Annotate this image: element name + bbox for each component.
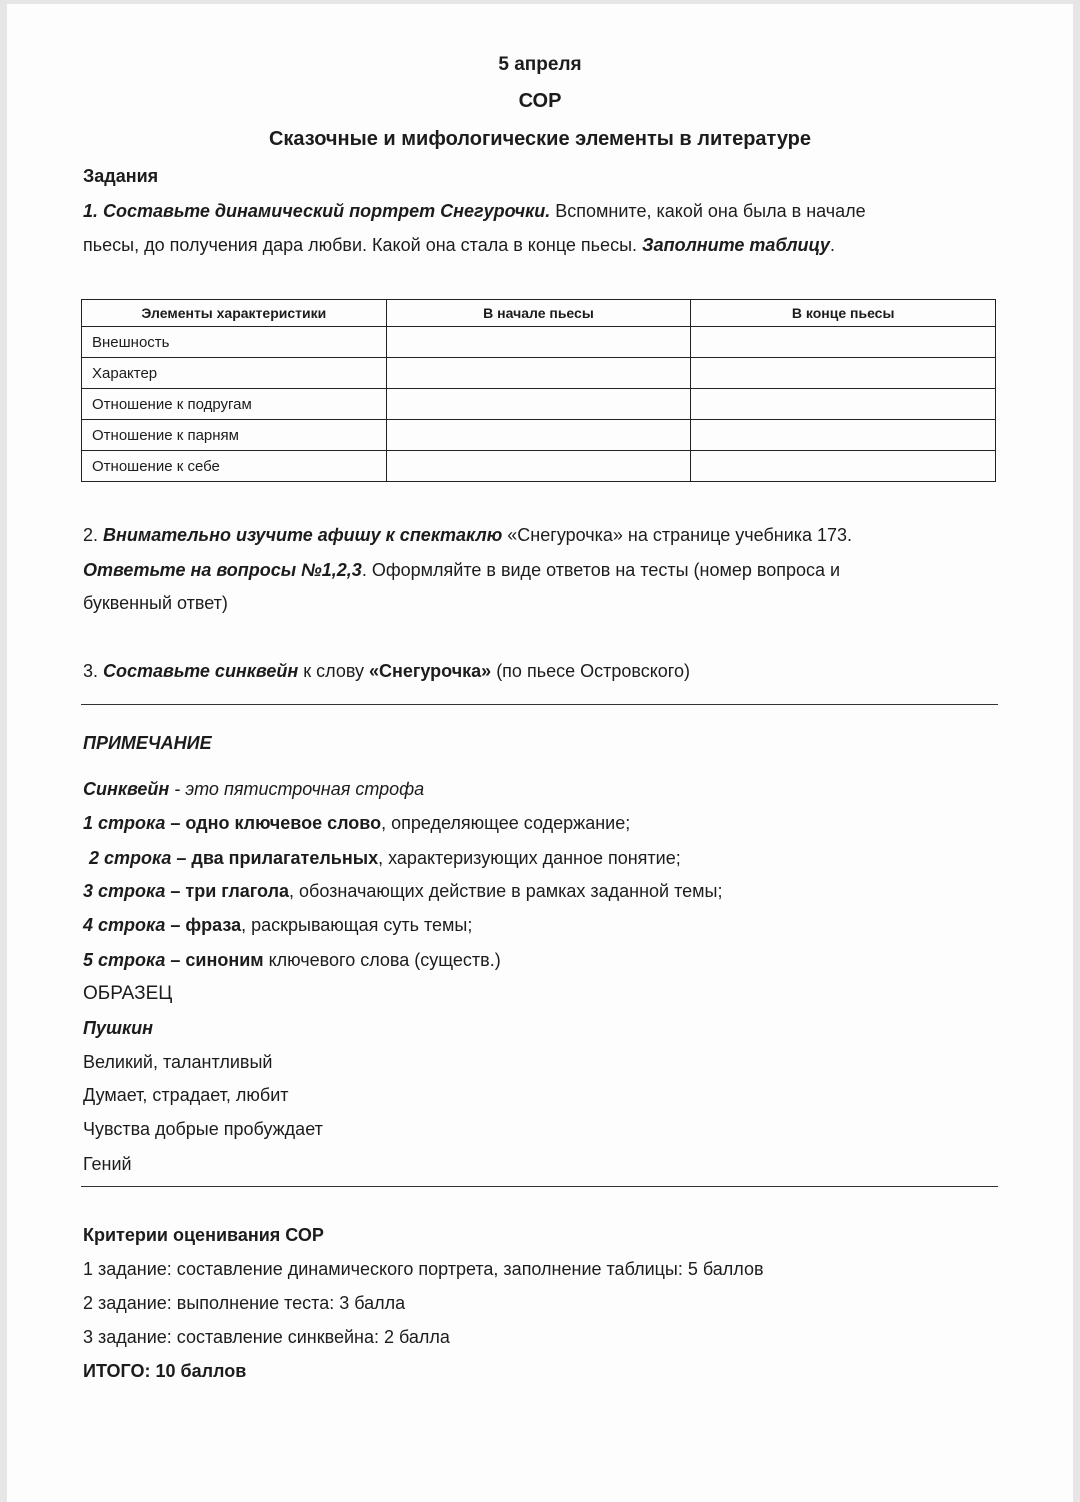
note-line-bold: фраза [185,915,242,935]
criteria-item: 2 задание: выполнение теста: 3 балла [83,1293,406,1313]
assessment-type: СОР [518,90,562,112]
note-line-text: ключевого слова (существ.) [263,950,501,970]
task2-text1: «Снегурочка» на странице учебника 173. [502,525,853,545]
task3-num: 3. [83,661,104,681]
divider [81,1186,998,1187]
note-line-bold: три глагола [185,881,290,901]
note-line-label: 4 строка [83,915,166,935]
note-line-dash: – [165,881,186,901]
task3-bold2: «Снегурочка» [369,661,492,681]
note-line-1 [83,813,630,834]
task1-lead: 1. Составьте динамический портрет Снегурочки. [83,201,551,221]
table-header-cell: В начале пьесы [386,300,691,327]
table-row [82,389,996,420]
criteria-item: 3 задание: составление синквейна: 2 балла [83,1327,450,1347]
task2-bold1: Внимательно изучите афишу к спектаклю [103,525,503,545]
criteria-total: ИТОГО: 10 баллов [83,1361,247,1381]
table-row [82,451,996,482]
task3-bold1: Составьте синквейн [103,661,299,681]
table-header-row [82,300,996,327]
table-cell [386,420,691,451]
table-cell: Внешность [82,327,387,358]
task3-line [83,661,690,682]
note-line-text: , характеризующих данное понятие; [378,848,681,868]
table-cell [386,451,691,482]
note-line-text: , обозначающих действие в рамках заданной темы; [289,881,723,901]
table-cell [386,358,691,389]
table-cell [386,327,691,358]
table-cell: Отношение к подругам [82,389,387,420]
table-cell [386,389,691,420]
table-cell: Отношение к себе [82,451,387,482]
task1-line1 [83,201,866,222]
criteria-item: 1 задание: составление динамического портрета, заполнение таблицы: 5 баллов [83,1259,764,1279]
note-line-label: 3 строка [83,881,166,901]
note-line-dash: – [171,848,192,868]
characteristics-table [81,299,996,482]
note-line-label: 2 строка [89,848,172,868]
note-line-bold: одно ключевое слово [185,813,382,833]
table-row [82,420,996,451]
sample-line-5: Гений [83,1154,132,1174]
table-header-cell: В конце пьесы [691,300,996,327]
note-def-text: - это пятистрочная строфа [169,779,425,799]
divider [81,704,998,705]
table-header-cell: Элементы характеристики [82,300,387,327]
table-cell [691,451,996,482]
table-cell [691,327,996,358]
note-line-3 [83,881,722,902]
task2-line3: буквенный ответ) [83,593,228,613]
sample-line-2: Великий, талантливый [83,1052,273,1072]
sample-line-1: Пушкин [83,1018,153,1038]
table-cell: Характер [82,358,387,389]
sample-line-4: Чувства добрые пробуждает [83,1119,323,1139]
note-line-dash: – [165,915,186,935]
note-line-label: 5 строка [83,950,166,970]
note-definition [83,779,424,800]
page-title: Сказочные и мифологические элементы в литературе [268,128,812,150]
task1-line2-bold: Заполните таблицу [642,235,830,255]
table-cell [691,389,996,420]
table-cell: Отношение к парням [82,420,387,451]
task3-text1: к слову [298,661,369,681]
task2-num: 2. [83,525,104,545]
task1-text1: Вспомните, какой она была в начале [550,201,866,221]
table-cell [691,420,996,451]
criteria-heading: Критерии оценивания СОР [83,1225,324,1245]
task2-bold2: Ответьте на вопросы №1,2,3 [83,560,362,580]
table-row [82,327,996,358]
note-line-4 [83,915,472,936]
sample-label: ОБРАЗЕЦ [83,983,173,1004]
note-heading: ПРИМЕЧАНИЕ [83,733,212,753]
sample-line-3: Думает, страдает, любит [83,1085,289,1105]
task3-text2: (по пьесе Островского) [491,661,690,681]
task2-line1 [83,525,852,546]
note-line-dash: – [165,950,186,970]
note-line-text: , определяющее содержание; [381,813,631,833]
task2-text2: . Оформляйте в виде ответов на тесты (номер вопроса и [361,560,841,580]
date-heading: 5 апреля [498,54,582,75]
task1-line2-end: . [829,235,835,255]
table-row [82,358,996,389]
note-line-text: , раскрывающая суть темы; [241,915,473,935]
task2-line2 [83,560,840,581]
note-line-bold: синоним [185,950,264,970]
note-line-label: 1 строка [83,813,166,833]
note-line-bold: два прилагательных [191,848,379,868]
tasks-heading: Задания [83,166,159,186]
note-line-dash: – [165,813,186,833]
note-def-bold: Синквейн [83,779,170,799]
task1-line2-text: пьесы, до получения дара любви. Какой она стала в конце пьесы. [83,235,643,255]
table-cell [691,358,996,389]
note-line-5 [83,950,501,971]
note-line-2 [89,848,681,869]
task1-line2 [83,235,835,256]
